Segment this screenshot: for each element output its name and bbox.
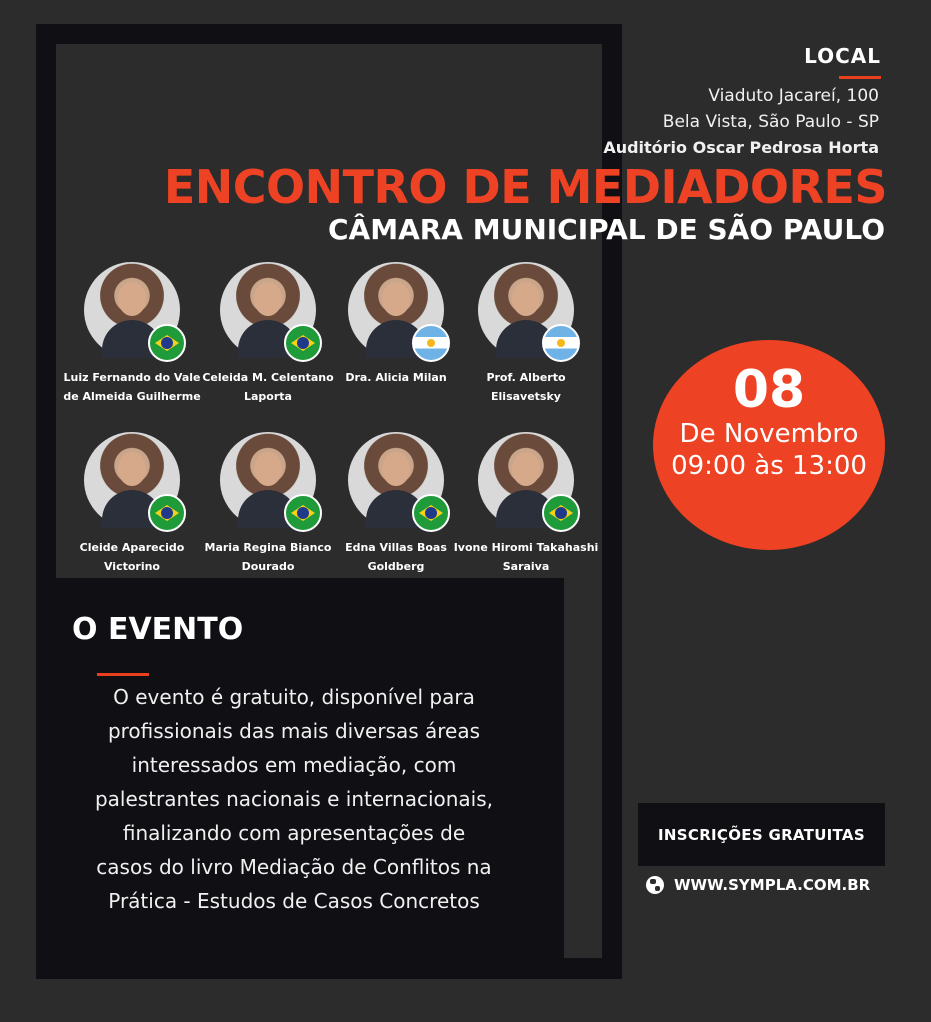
argentina-flag-icon	[412, 324, 450, 362]
local-header	[804, 44, 881, 79]
speaker-photo	[478, 432, 574, 528]
date-badge	[653, 340, 885, 550]
speaker-name: Edna Villas Boas Goldberg	[345, 541, 447, 573]
website-url: WWW.SYMPLA.COM.BR	[674, 876, 871, 894]
frame-notch	[536, 958, 564, 979]
speaker-card	[57, 432, 207, 576]
speaker-name: Celeida M. Celentano Laporta	[202, 371, 334, 403]
address-line-1: Viaduto Jacareí, 100	[708, 86, 879, 106]
speaker-photo	[220, 262, 316, 358]
speaker-name: Maria Regina Bianco Dourado	[204, 541, 332, 573]
speaker-name: Luiz Fernando do Vale de Almeida Guilherme	[63, 371, 201, 403]
address-line-2: Bela Vista, São Paulo - SP	[662, 112, 879, 132]
speaker-photo	[220, 432, 316, 528]
speaker-card	[451, 432, 601, 576]
speaker-card	[451, 262, 601, 406]
speaker-card	[321, 432, 471, 576]
speaker-name: Ivone Hiromi Takahashi Saraiva	[453, 541, 599, 573]
brazil-flag-icon	[284, 494, 322, 532]
speaker-photo	[348, 262, 444, 358]
event-subtitle: CÂMARA MUNICIPAL DE SÃO PAULO	[327, 213, 885, 246]
speaker-card	[57, 262, 207, 406]
date-month: De Novembro	[679, 419, 859, 449]
speaker-name: Cleide Aparecido Victorino	[79, 541, 185, 573]
brazil-flag-icon	[148, 494, 186, 532]
globe-icon	[646, 876, 664, 894]
about-underline	[97, 673, 149, 676]
speaker-photo	[84, 432, 180, 528]
brazil-flag-icon	[542, 494, 580, 532]
local-underline	[839, 76, 881, 79]
speaker-name: Dra. Alicia Milan	[345, 371, 447, 384]
website-link[interactable]	[646, 876, 870, 894]
speaker-card	[321, 262, 471, 387]
speaker-photo	[84, 262, 180, 358]
event-title: ENCONTRO DE MEDIADORES	[163, 160, 887, 214]
brazil-flag-icon	[148, 324, 186, 362]
registration-banner	[638, 803, 885, 866]
date-day: 08	[732, 360, 806, 420]
speaker-photo	[478, 262, 574, 358]
speaker-photo	[348, 432, 444, 528]
frame-notch	[36, 578, 56, 602]
about-title: O EVENTO	[72, 612, 244, 647]
speaker-name: Prof. Alberto Elisavetsky	[486, 371, 566, 403]
venue-name: Auditório Oscar Pedrosa Horta	[603, 138, 879, 157]
brazil-flag-icon	[412, 494, 450, 532]
about-description: O evento é gratuito, disponível para profissionais das mais diversas áreas interessados em mediação, com palestrantes nacionais e internacionais, finalizando com apresentações de casos do livro Mediação de Conflitos na Prática - Estudos de Casos Concretos	[94, 685, 494, 913]
local-title: LOCAL	[804, 44, 881, 68]
date-time: 09:00 às 13:00	[671, 451, 867, 481]
brazil-flag-icon	[284, 324, 322, 362]
argentina-flag-icon	[542, 324, 580, 362]
registration-label: INSCRIÇÕES GRATUITAS	[658, 825, 865, 844]
